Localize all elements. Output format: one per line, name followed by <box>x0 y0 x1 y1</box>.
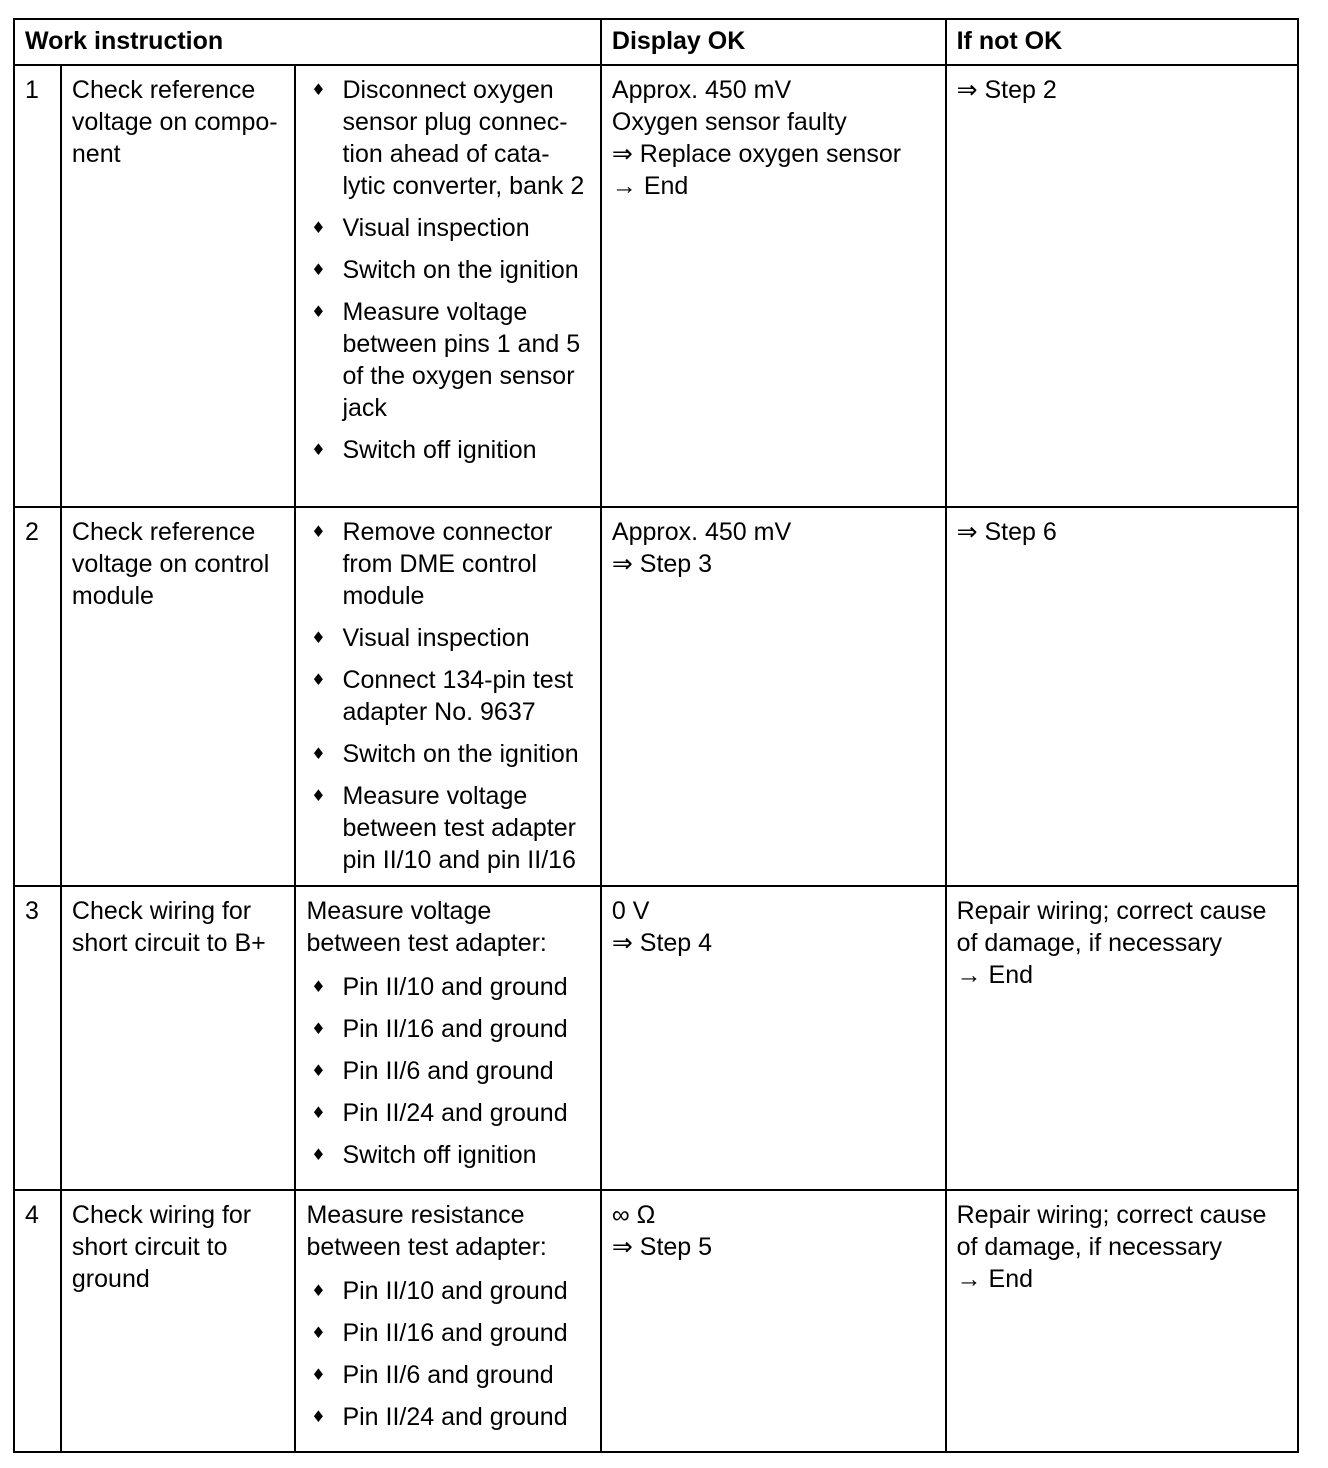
if-not-ok-line: Repair wiring; correct cause of damage, if necessary <box>956 1201 1267 1261</box>
diamond-bullet-icon: ♦ <box>311 628 326 647</box>
display-ok-line: → End <box>611 172 689 200</box>
procedure-cell <box>295 1190 600 1452</box>
list-item <box>306 1097 589 1129</box>
procedure-step-text: Measure voltage between test adapter pin II/10 and pin II/16 <box>342 782 576 874</box>
check-description: Check wiring for short circuit to ground <box>61 1190 296 1452</box>
diamond-bullet-icon: ♦ <box>311 977 326 996</box>
procedure-intro: Measure voltage between test adapter: <box>306 897 547 957</box>
procedure-step-text: Measure voltage between pins 1 and 5 of the oxygen sensor jack <box>342 298 581 422</box>
list-item <box>306 971 589 1003</box>
table-row <box>14 886 1298 1190</box>
procedure-step-text: Switch off ignition <box>342 1141 537 1169</box>
list-item <box>306 622 589 654</box>
list-item <box>306 1013 589 1045</box>
diamond-bullet-icon: ♦ <box>311 302 326 321</box>
display-ok-cell <box>601 65 946 507</box>
display-ok-line: 0 V <box>611 897 650 925</box>
step-number: 4 <box>14 1190 61 1452</box>
display-ok-line: ⇒ Replace oxygen sensor <box>611 140 902 168</box>
check-description: Check wiring for short circuit to B+ <box>61 886 296 1190</box>
procedure-cell <box>295 507 600 886</box>
display-ok-line: ∞ Ω <box>611 1201 656 1229</box>
diamond-bullet-icon: ♦ <box>311 80 326 99</box>
if-not-ok-cell <box>946 65 1298 507</box>
list-item <box>306 1139 589 1171</box>
display-ok-line: ⇒ Step 3 <box>611 550 713 578</box>
diamond-bullet-icon: ♦ <box>311 1323 326 1342</box>
diamond-bullet-icon: ♦ <box>311 522 326 541</box>
check-description: Check reference voltage on control module <box>61 507 296 886</box>
diamond-bullet-icon: ♦ <box>311 1103 326 1122</box>
procedure-cell <box>295 886 600 1190</box>
header-display-ok: Display OK <box>601 19 946 65</box>
procedure-step-text: Switch on the ignition <box>342 256 579 284</box>
list-item <box>306 664 589 728</box>
header-row <box>14 19 1298 65</box>
display-ok-cell <box>601 1190 946 1452</box>
procedure-step-text: Disconnect oxygen sensor plug connec-tion ahead of cata-lytic converter, bank 2 <box>342 76 585 200</box>
diamond-bullet-icon: ♦ <box>311 1407 326 1426</box>
procedure-list <box>306 1275 589 1433</box>
display-ok-line: Oxygen sensor faulty <box>611 108 847 136</box>
display-ok-cell <box>601 507 946 886</box>
table-row <box>14 1190 1298 1452</box>
list-item <box>306 434 589 466</box>
diamond-bullet-icon: ♦ <box>311 1061 326 1080</box>
display-ok-line: ⇒ Step 5 <box>611 1233 713 1261</box>
if-not-ok-cell <box>946 1190 1298 1452</box>
list-item <box>306 74 589 202</box>
diamond-bullet-icon: ♦ <box>311 218 326 237</box>
step-number: 1 <box>14 65 61 507</box>
procedure-list <box>306 74 589 466</box>
procedure-step-text: Pin II/16 and ground <box>342 1319 568 1347</box>
procedure-step-text: Remove connector from DME control module <box>342 518 553 610</box>
if-not-ok-line: → End <box>956 1265 1034 1293</box>
diamond-bullet-icon: ♦ <box>311 1145 326 1164</box>
list-item <box>306 296 589 424</box>
display-ok-line: Approx. 450 mV <box>611 76 792 104</box>
procedure-step-text: Pin II/10 and ground <box>342 1277 568 1305</box>
step-number: 3 <box>14 886 61 1190</box>
procedure-step-text: Connect 134-pin test adapter No. 9637 <box>342 666 574 726</box>
procedure-step-text: Visual inspection <box>342 214 530 242</box>
list-item <box>306 780 589 876</box>
procedure-cell <box>295 65 600 507</box>
diamond-bullet-icon: ♦ <box>311 744 326 763</box>
table-row <box>14 65 1298 507</box>
procedure-step-text: Pin II/16 and ground <box>342 1015 568 1043</box>
procedure-step-text: Pin II/24 and ground <box>342 1099 568 1127</box>
header-if-not-ok: If not OK <box>946 19 1298 65</box>
list-item <box>306 1317 589 1349</box>
display-ok-line: ⇒ Step 4 <box>611 929 713 957</box>
procedure-step-text: Pin II/24 and ground <box>342 1403 568 1431</box>
diamond-bullet-icon: ♦ <box>311 1365 326 1384</box>
procedure-intro: Measure resistance between test adapter: <box>306 1201 547 1261</box>
procedure-step-text: Pin II/6 and ground <box>342 1361 554 1389</box>
procedure-list <box>306 516 589 876</box>
procedure-step-text: Visual inspection <box>342 624 530 652</box>
list-item <box>306 1055 589 1087</box>
display-ok-cell <box>601 886 946 1190</box>
list-item <box>306 1275 589 1307</box>
procedure-list <box>306 971 589 1171</box>
procedure-step-text: Switch off ignition <box>342 436 537 464</box>
procedure-step-text: Pin II/10 and ground <box>342 973 568 1001</box>
diamond-bullet-icon: ♦ <box>311 260 326 279</box>
if-not-ok-line: Repair wiring; correct cause of damage, if necessary <box>956 897 1267 957</box>
list-item <box>306 254 589 286</box>
if-not-ok-line: ⇒ Step 6 <box>956 518 1057 546</box>
header-work-instruction: Work instruction <box>14 19 601 65</box>
display-ok-line: Approx. 450 mV <box>611 518 792 546</box>
diamond-bullet-icon: ♦ <box>311 1019 326 1038</box>
list-item <box>306 516 589 612</box>
if-not-ok-line: ⇒ Step 2 <box>956 76 1057 104</box>
list-item <box>306 212 589 244</box>
check-description: Check reference voltage on compo-nent <box>61 65 296 507</box>
step-number: 2 <box>14 507 61 886</box>
work-instruction-table <box>13 18 1299 1453</box>
if-not-ok-cell <box>946 507 1298 886</box>
list-item <box>306 738 589 770</box>
procedure-step-text: Pin II/6 and ground <box>342 1057 554 1085</box>
if-not-ok-cell <box>946 886 1298 1190</box>
table-row <box>14 507 1298 886</box>
procedure-step-text: Switch on the ignition <box>342 740 579 768</box>
diamond-bullet-icon: ♦ <box>311 786 326 805</box>
list-item <box>306 1359 589 1391</box>
diamond-bullet-icon: ♦ <box>311 1281 326 1300</box>
if-not-ok-line: → End <box>956 961 1034 989</box>
diamond-bullet-icon: ♦ <box>311 440 326 459</box>
diamond-bullet-icon: ♦ <box>311 670 326 689</box>
list-item <box>306 1401 589 1433</box>
